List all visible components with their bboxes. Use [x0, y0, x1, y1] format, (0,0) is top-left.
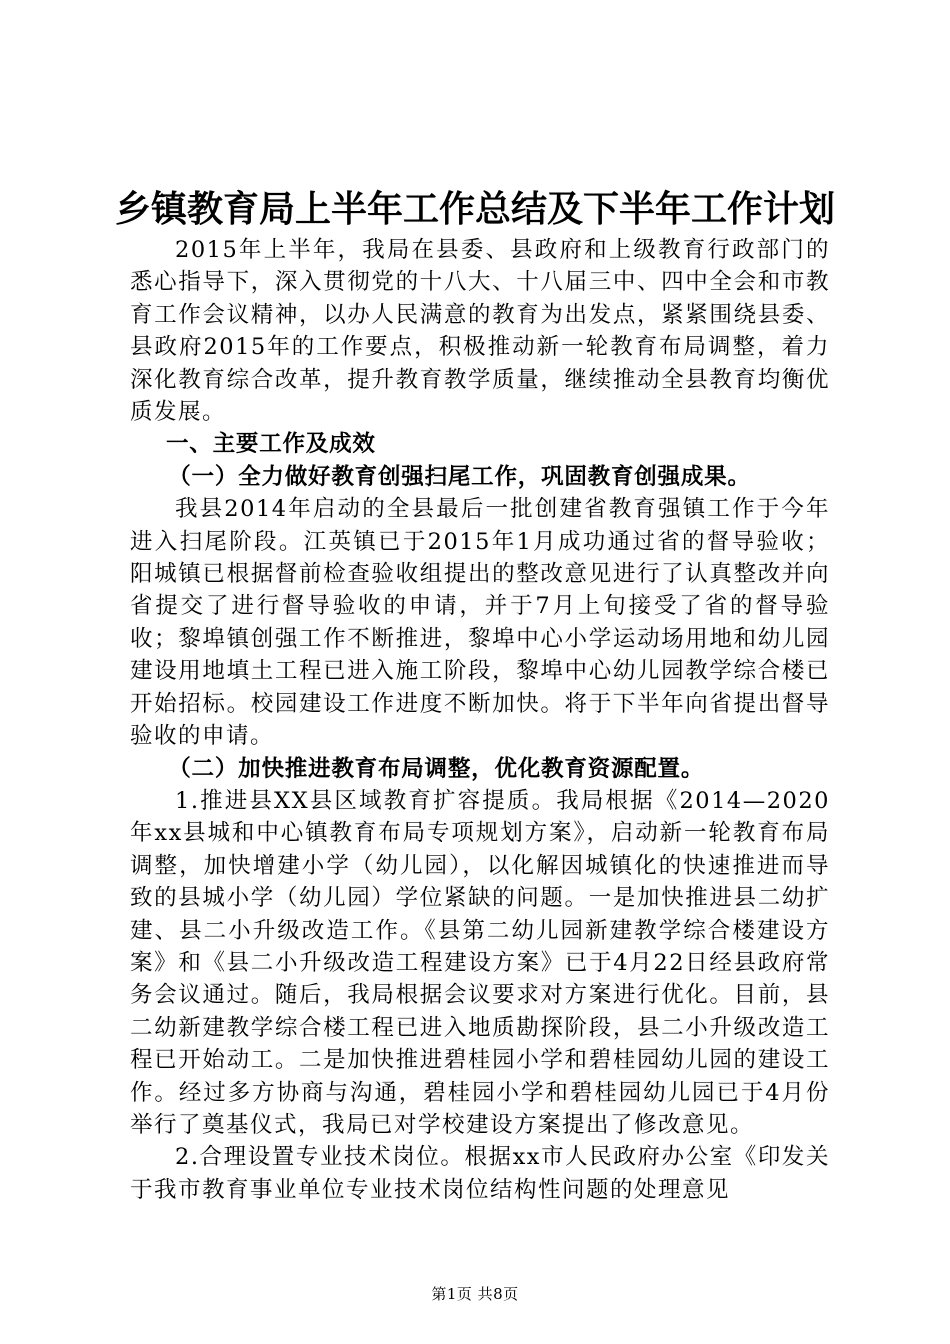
intro-paragraph: 2015年上半年，我局在县委、县政府和上级教育行政部门的悉心指导下，深入贯彻党的十八大、十八届三中、四中全会和市教育工作会议精神，以办人民满意的教育为出发点，紧紧围绕县委、县政府2015年的工作要点，积极推动新一轮教育布局调整，着力深化教育综合改革，提升教育教学质量，继续推动全县教育均衡优质发展。: [130, 237, 830, 426]
item-2-paragraph: 2.合理设置专业技术岗位。根据xx市人民政府办公室《印发关于我市教育事业单位专业技术岗位结构性问题的处理意见: [130, 1144, 830, 1203]
item-1-paragraph: 1.推进县XX县区域教育扩容提质。我局根据《2014—2020年xx县城和中心镇教育布局专项规划方案》，启动新一轮教育布局调整，加快增建小学（幼儿园），以化解因城镇化的快速推进而导致的县城小学（幼儿园）学位紧缺的问题。一是加快推进县二幼扩建、县二小升级改造工作。《县第二幼儿园新建教学综合楼建设方案》和《县二小升级改造工程建设方案》已于4月22日经县政府常务会议通过。随后，我局根据会议要求对方案进行优化。目前，县二幼新建教学综合楼工程已进入地质勘探阶段，县二小升级改造工程已开始动工。二是加快推进碧桂园小学和碧桂园幼儿园的建设工作。经过多方协商与沟通，碧桂园小学和碧桂园幼儿园已于4月份举行了奠基仪式，我局已对学校建设方案提出了修改意见。: [130, 787, 830, 1138]
document-body: [130, 234, 830, 1206]
page-footer: 第1页 共8页: [431, 1285, 519, 1303]
section-heading-main-work: 一、主要工作及成效: [166, 431, 376, 458]
document-title: 乡镇教育局上半年工作总结及下半年工作计划: [114, 189, 835, 230]
subsection-1-paragraph: 我县2014年启动的全县最后一批创建省教育强镇工作于今年进入扫尾阶段。江英镇已于2015年1月成功通过省的督导验收；阳城镇已根据督前检查验收组提出的整改意见进行了认真整改并向省提交了进行督导验收的申请，并于7月上旬接受了省的督导验收；黎埠镇创强工作不断推进，黎埠中心小学运动场用地和幼儿园建设用地填土工程已进入施工阶段，黎埠中心幼儿园教学综合楼已开始招标。校园建设工作进度不断加快。将于下半年向省提出督导验收的申请。: [130, 496, 830, 750]
subsection-heading-1: （一）全力做好教育创强扫尾工作，巩固教育创强成果。: [168, 463, 751, 490]
subsection-heading-2: （二）加快推进教育布局调整，优化教育资源配置。: [168, 755, 705, 782]
